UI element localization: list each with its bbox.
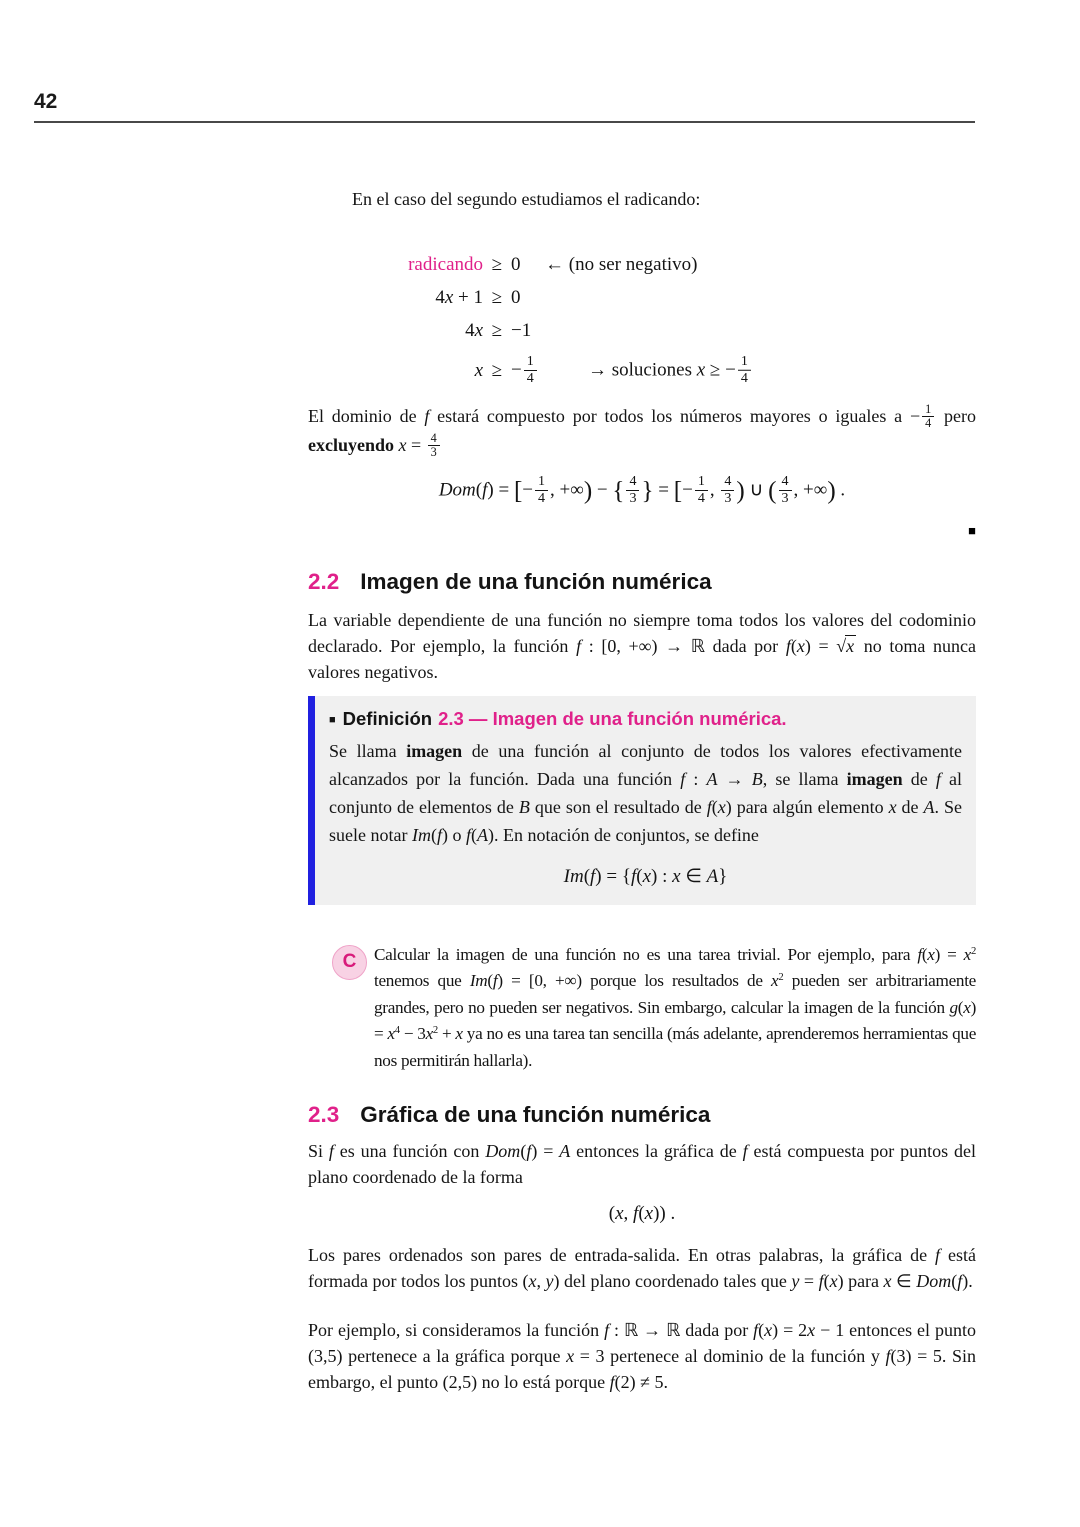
point-formula: (x, f(x)) .: [608, 1202, 676, 1224]
equation-lhs: x: [474, 360, 483, 381]
comment-icon: C: [332, 945, 367, 980]
domain-paragraph: El dominio de f estará compuesto por todos los números mayores o iguales a − $\frac{1}{4}$ pero excluyendo x = $\frac{4}{3}$: [308, 401, 976, 460]
derivation-row: [308, 351, 976, 391]
page-number: 42: [34, 90, 58, 113]
definition-label: Definición: [342, 707, 433, 729]
definition-formula: Im(f) = {f(x) : x ∈ A}: [563, 865, 728, 887]
section-heading-2-3: [308, 1102, 976, 1128]
comment-paragraph: Calcular la imagen de una función no es una tarea trivial. Por ejemplo, para $f(x) = x^2$ tenemos que Im(f) = [0, +∞) porque los resultados de $x^2$ pueden ser arbitrariamente grandes, pero no pueden ser negativos. Sin embargo, calcular la imagen de la función $g(x) = x^4 - 3x^2 + x$ ya no es una tarea tan sencilla (más adelante, aprenderemos herramientas que nos permitirán hallarla).: [374, 944, 977, 1070]
derivation-row: [308, 252, 976, 278]
section-heading-2-2: [308, 569, 976, 595]
page-content: [308, 186, 976, 1395]
definition-body: Se llama imagen de una función al conjunto de todos los valores efectivamente alcanzados por la función. Dada una función f : A → B, se llama imagen de f al conjunto de elementos de B que son el resultado de f(x) para algún elemento x de A. Se suele notar Im(f) o f(A). En notación de conjuntos, se define: [329, 740, 963, 845]
intro-paragraph: En el caso del segundo estudiamos el radicando:: [352, 189, 701, 209]
qed-marker: ■: [968, 522, 976, 538]
domain-formula: Dom(f) = [− $\frac{1}{4}$ , +∞) − { $\frac{4}{3}$ } = [− $\frac{1}{4}$ , $\frac{4}{3}$ ) ∪ ( $\frac{4}{3}$ , +∞) .: [438, 473, 846, 506]
relation-symbol: ≥: [491, 320, 503, 341]
section-title: Gráfica de una función numérica: [360, 1101, 711, 1127]
equation-rhs: − $\frac{1}{4}$: [511, 355, 539, 388]
relation-symbol: ≥: [491, 360, 503, 381]
grafica-paragraph: Si f es una función con Dom(f) = A entonces la gráfica de f está compuesta por puntos del plano coordenado de la forma: [308, 1140, 976, 1187]
derivation-row: [308, 318, 976, 344]
section-title: Imagen de una función numérica: [360, 568, 712, 594]
definition-bullet-icon: ■: [329, 713, 336, 726]
equation-lhs: 4x: [465, 320, 483, 341]
definition-box: [308, 696, 976, 905]
equation-lhs: radicando: [408, 254, 483, 275]
imagen-paragraph: La variable dependiente de una función no siempre toma todos los valores del codominio declarado. Por ejemplo, la función f : [0, +∞) → ℝ dada por f(x) = √x no toma nunca valores negativos.: [308, 609, 976, 682]
derivation-row: [308, 285, 976, 311]
header-rule: [34, 121, 975, 123]
derivation-block: [308, 252, 976, 391]
pares-paragraph: Los pares ordenados son pares de entrada-salida. En otras palabras, la gráfica de f está formada por todos los puntos (x, y) del plano coordenado tales que y = f(x) para x ∈ Dom(f).: [308, 1244, 976, 1291]
equation-rhs: 0: [511, 287, 521, 308]
comment-note: [308, 942, 976, 1075]
equation-rhs: −1: [511, 320, 532, 341]
definition-title: [329, 707, 962, 732]
ejemplo-paragraph: Por ejemplo, si consideramos la función f : ℝ → ℝ dada por f(x) = 2x − 1 entonces el punto (3,5) pertenece a la gráfica porque x = 3 pertenece al dominio de la función y f(3) = 5. Sin embargo, el punto (2,5) no lo está porque f(2) ≠ 5.: [308, 1319, 977, 1392]
equation-annotation: ← (no ser negativo): [545, 254, 698, 275]
definition-title-text: 2.3 — Imagen de una función numérica.: [438, 707, 787, 729]
equation-lhs: 4x + 1: [435, 287, 483, 308]
section-number: 2.3: [308, 1101, 340, 1127]
relation-symbol: ≥: [491, 254, 503, 275]
equation-annotation: → soluciones x ≥ − $\frac{1}{4}$: [588, 355, 753, 388]
section-number: 2.2: [308, 568, 340, 594]
equation-rhs: 0: [511, 254, 521, 275]
relation-symbol: ≥: [491, 287, 503, 308]
